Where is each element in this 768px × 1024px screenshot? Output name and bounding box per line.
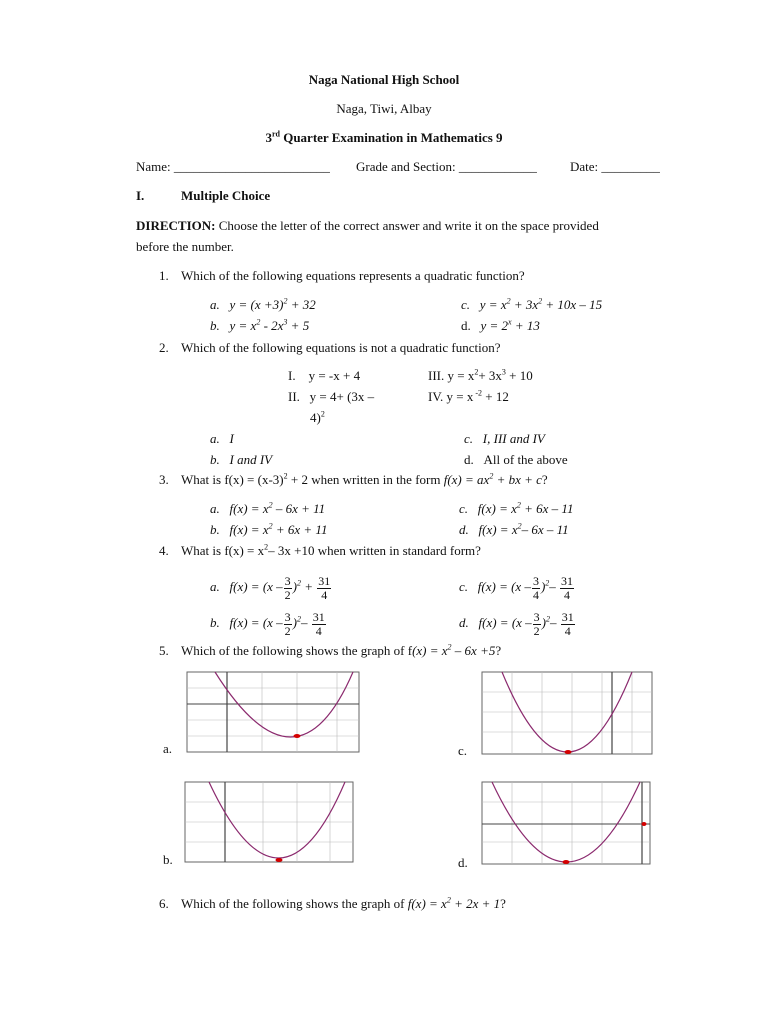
q2-equation-ii-cont: 4)$^2$ [310,409,325,425]
q4-number: 4. [159,543,169,558]
q3-text: What is $f(x) = (x-3)^2 + 2$ when written in the form $f(x) = ax^2$ + bx + c? [181,471,548,487]
q5-choice-b-label: b. [163,852,173,867]
q6-text: Which of the following shows the graph of $f(x) = x^2 + 2x + 1$? [181,895,506,911]
q3-choice-a: a. $f(x) = x^2 - 6x + 11$ [210,500,326,516]
q5-graph-b [185,782,353,862]
q1-number: 1. [159,268,169,283]
q3-choice-d: d. $f(x) = x^2-$ 6x – 11 [459,521,569,537]
section-title: Multiple Choice [181,188,271,203]
q5-graph-c [482,672,652,754]
q2-choice-b: b. I and IV [210,452,273,467]
q5-graph-d-marker [642,822,647,826]
q5-choice-c-label: c. [458,743,468,758]
q2-number: 2. [159,340,169,355]
q2-equation-iii: III. $y = x^2+ 3x^3 + 10$ [428,367,533,383]
grade-section-field: Grade and Section: ____________ [356,159,537,174]
q2-equation-i: I. y = -x + 4 [288,368,361,383]
q5-text: Which of the following shows the graph of $f(x) = x^2 - 6x +5$? [181,642,502,658]
q5-choice-d-label: d. [458,855,468,870]
q5-graph-a-vertex [294,734,301,738]
section-numeral: I. [136,188,145,203]
exam-title: 3rd Quarter Examination in Mathematics 9 [265,129,503,145]
q2-equation-ii: II. y = 4+ (3x – [288,389,375,404]
q4-choice-b: b. f(x) = (x – $\frac{3}{2}$ )$^2$– $\frac{31}{4}$ [210,609,325,638]
school-address: Naga, Tiwi, Albay [336,101,432,116]
q3-choice-b: b. $f(x) = x^2 + 6x + 11$ [210,521,328,537]
name-field: Name: ________________________ [136,159,330,174]
q1-choice-d: d. $y = 2^x + 13$ [461,317,540,333]
q1-choice-b: b. $y = x^2 - 2x^3 + 5$ [210,317,310,333]
q3-number: 3. [159,472,169,487]
school-name: Naga National High School [308,72,460,87]
q5-graph-a [187,672,359,752]
date-field: Date: _________ [570,159,660,174]
q3-choice-c: c. $f(x) = x^2 + 6x - 11$ [459,500,574,516]
q2-choice-a: a. I [210,431,234,446]
q1-text: Which of the following equations represents a quadratic function? [181,268,525,283]
q4-choice-a: a. f(x) = (x – $\frac{3}{2}$ )$^2$ + $\frac{31}{4}$ [210,573,331,602]
q6-number: 6. [159,896,169,911]
q2-equation-iv: IV. y = x $^{-2}$ + 12 [428,388,509,404]
q4-text: What is $f(x) = x^2-$ 3x +10 when written in standard form? [181,542,481,558]
q5-graph-d-vertex [563,860,570,864]
q4-choice-d: d. f(x) = (x – $\frac{3}{2}$ )$^2$– $\frac{31}{4}$ [459,609,574,638]
q5-graph-d [482,782,650,864]
q5-number: 5. [159,643,169,658]
q2-choice-c: c. I, III and IV [464,431,545,446]
q5-choice-a-label: a. [163,741,173,756]
q1-choice-a: a. $y = (x +3)^2 + 32$ [210,296,316,312]
q5-graph-c-vertex [565,750,572,754]
q5-graph-b-vertex [276,858,283,862]
direction-line-1: DIRECTION: Choose the letter of the correct answer and write it on the space provided [136,218,599,233]
q2-choice-d: d. All of the above [464,452,568,467]
q2-text: Which of the following equations is not a quadratic function? [181,340,501,355]
direction-line-2: before the number. [136,239,234,254]
q4-choice-c: c. f(x) = (x – $\frac{3}{4}$ )$^2$– $\frac{31}{4}$ [459,573,574,602]
q1-choice-c: c. $y = x^2 + 3x^2 + 10x - 15$ [461,296,603,312]
